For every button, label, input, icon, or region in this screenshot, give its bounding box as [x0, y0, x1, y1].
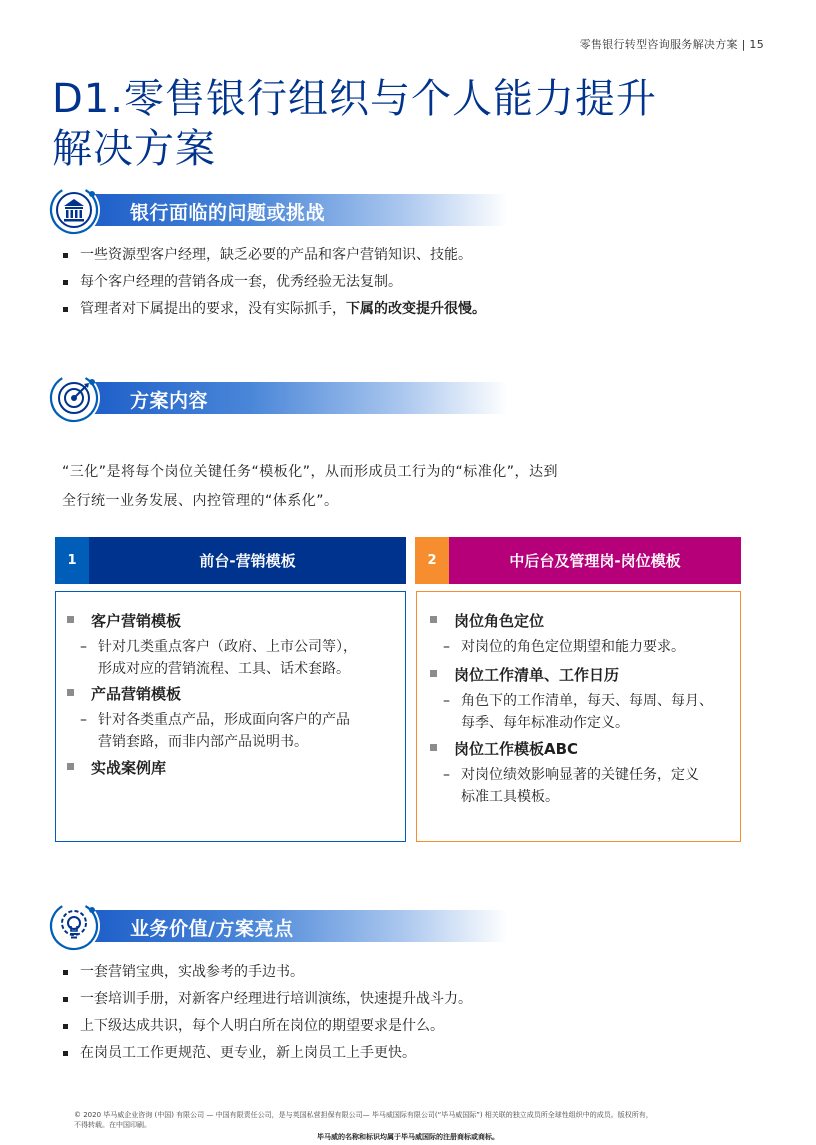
legal-line: 不得转载。在中国印刷。: [74, 1121, 151, 1129]
item-description: [461, 636, 685, 658]
desc-line: – 针对各类重点产品，形成面向客户的产品: [98, 712, 350, 728]
item-description: [461, 764, 699, 808]
column-header-back-office: [415, 537, 741, 584]
item-description: [461, 690, 713, 734]
item-title: 岗位工作清单、工作日历: [454, 666, 620, 684]
column-title: 中后台及管理岗-岗位模板: [449, 537, 741, 584]
column-number: 1: [55, 537, 89, 584]
item-title: 实战案例库: [91, 759, 167, 777]
column-number: 2: [415, 537, 449, 584]
desc-line: – 对岗位的角色定位期望和能力要求。: [461, 639, 685, 655]
item-title: 岗位工作模板ABC: [454, 740, 579, 758]
list-item: 一些资源型客户经理，缺乏必要的产品和客户营销知识、技能。: [62, 244, 486, 271]
desc-line: 标准工具模板。: [461, 789, 559, 805]
section-header-value: [48, 900, 508, 952]
section-header-solution: [48, 372, 508, 424]
lightbulb-gear-icon: [48, 900, 100, 952]
item-description: [98, 636, 357, 680]
value-list: [62, 961, 472, 1069]
legal-notice: [74, 1110, 754, 1130]
desc-line: 营销套路，而非内部产品说明书。: [98, 734, 308, 750]
section-header-challenges: [48, 184, 508, 236]
intro-line: “三化”是将每个岗位关键任务“模板化”，从而形成员工行为的“标准化”，达到: [62, 464, 559, 480]
page-title: [52, 74, 752, 174]
bullet-emphasis: 下属的改变提升很慢。: [346, 301, 486, 317]
desc-line: – 对岗位绩效影响显著的关键任务，定义: [461, 767, 699, 783]
trademark-notice: 毕马威的名称和标识均属于毕马威国际的注册商标或商标。: [317, 1133, 499, 1141]
target-icon: [48, 372, 100, 424]
item-title: 岗位角色定位: [454, 612, 545, 630]
section-band: [78, 382, 508, 414]
item-description: [98, 709, 350, 753]
list-item: 每个客户经理的营销各成一套，优秀经验无法复制。: [62, 271, 486, 298]
front-office-box: [55, 591, 406, 842]
section-band: [78, 910, 508, 942]
section-band: [78, 194, 508, 226]
column-title: 前台-营销模板: [89, 537, 406, 584]
desc-line: 每季、每年标准动作定义。: [461, 715, 629, 731]
legal-line: © 2020 毕马威企业咨询 (中国) 有限公司 — 中国有限责任公司，是与英国私营担保有限公司— 毕马威国际有限公司(“毕马威国际”) 相关联的独立成员所全球性组织中的成员。版权所有，: [74, 1111, 653, 1119]
column-header-front: [55, 537, 406, 584]
list-item: [62, 298, 486, 325]
running-header: 零售银行转型咨询服务解决方案 | 15: [579, 38, 764, 51]
section-heading: 业务价值/方案亮点: [130, 918, 294, 940]
intro-line: 全行统一业务发展、内控管理的“体系化”。: [62, 493, 339, 509]
challenge-list: [62, 244, 486, 325]
desc-line: – 针对几类重点客户（政府、上市公司等），: [98, 639, 357, 655]
section-heading: 方案内容: [130, 390, 209, 412]
item-title: 客户营销模板: [91, 612, 182, 630]
item-title: 产品营销模板: [91, 685, 182, 703]
back-office-box: [416, 591, 741, 842]
page-title-line1: D1.零售银行组织与个人能力提升: [52, 76, 657, 122]
desc-line: – 角色下的工作清单，每天、每周、每月、: [461, 693, 713, 709]
page-title-line2: 解决方案: [52, 126, 216, 172]
bank-icon: [48, 184, 100, 236]
bullet-text: 管理者对下属提出的要求，没有实际抓手，: [80, 301, 346, 317]
list-item: 一套培训手册，对新客户经理进行培训演练，快速提升战斗力。: [62, 988, 472, 1015]
list-item: 在岗员工工作更规范、更专业，新上岗员工上手更快。: [62, 1042, 472, 1069]
list-item: 一套营销宝典，实战参考的手边书。: [62, 961, 472, 988]
list-item: 上下级达成共识，每个人明白所在岗位的期望要求是什么。: [62, 1015, 472, 1042]
desc-line: 形成对应的营销流程、工具、话术套路。: [98, 661, 350, 677]
section-heading: 银行面临的问题或挑战: [130, 202, 326, 224]
solution-intro: [62, 458, 742, 516]
